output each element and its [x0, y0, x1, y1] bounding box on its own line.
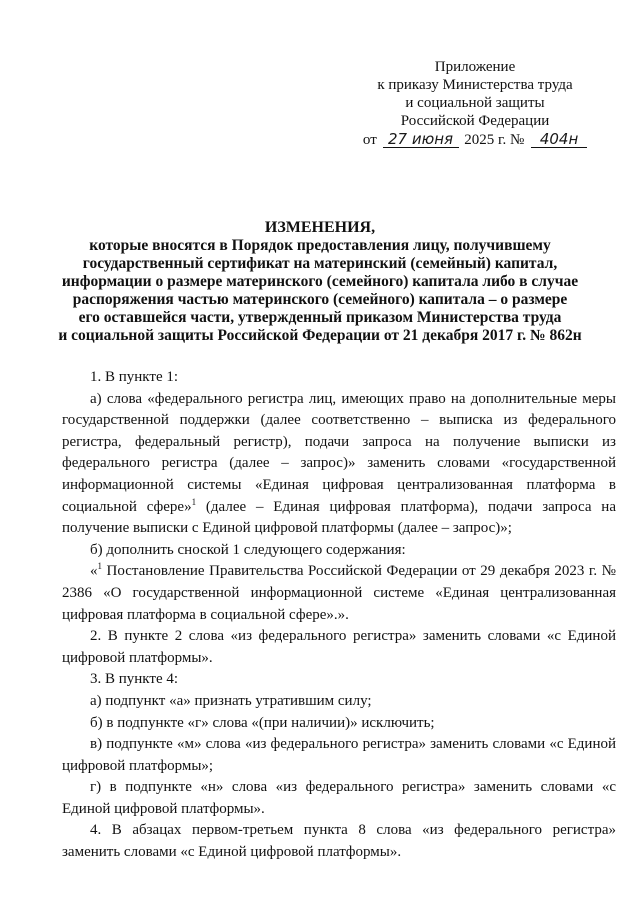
- paragraph-1b: б) дополнить сноской 1 следующего содержания:: [90, 541, 406, 558]
- annex-line: Российской Федерации: [400, 113, 550, 129]
- footnote-ref: 1: [191, 496, 197, 507]
- paragraph-1a-text-cont: (далее – Единая цифровая платформа), подачи запроса на получение выписки с Единой цифровой платформы (далее – запрос)»;: [62, 498, 616, 537]
- from-label: от: [362, 132, 377, 148]
- title-line: распоряжения частью материнского (семейного) капитала – о размере: [72, 291, 568, 308]
- footnote-open-quote: «: [90, 563, 98, 580]
- title-heading: ИЗМЕНЕНИЯ,: [264, 219, 376, 236]
- paragraph-3: 3. В пункте 4:: [90, 671, 179, 688]
- document-body: [62, 367, 616, 864]
- paragraph-3b: б) в подпункте «г» слова «(при наличии)» исключить;: [90, 714, 435, 731]
- footnote-marker: 1: [97, 561, 102, 572]
- paragraph-1a: [62, 389, 616, 540]
- paragraph-2: 2. В пункте 2 слова «из федерального регистра» заменить словами «с Единой цифровой платформы».: [62, 628, 616, 666]
- document-title: [50, 219, 590, 345]
- title-line: которые вносятся в Порядок предоставления лицу, получившему: [89, 237, 551, 254]
- annex-block: [350, 58, 600, 149]
- title-line: информации о размере материнского (семейного) капитала либо в случае: [61, 273, 579, 290]
- paragraph-3a: а) подпункт «а» признать утратившим силу;: [90, 692, 372, 709]
- paragraph-3d: г) в подпункте «н» слова «из федерального регистра» заменить словами «с Единой цифровой платформы».: [62, 779, 616, 817]
- annex-line: и социальной защиты: [405, 95, 545, 111]
- annex-title: Приложение: [434, 59, 516, 75]
- title-line: его оставшейся части, утвержденный приказом Министерства труда: [78, 309, 562, 326]
- title-line: и социальной защиты Российской Федерации от 21 декабря 2017 г. № 862н: [58, 327, 582, 344]
- title-line: государственный сертификат на материнский (семейный) капитал,: [82, 255, 558, 272]
- handwritten-order-number: 404н: [531, 132, 587, 148]
- order-date-line: [350, 131, 600, 149]
- handwritten-date: 27 июня: [383, 132, 459, 148]
- annex-line: к приказу Министерства труда: [377, 77, 573, 93]
- paragraph-1a-text: а) слова «федерального регистра лиц, имеющих право на дополнительные меры государственной поддержки (далее соответственно – выписка из федерального регистра, федеральный регистр), подачи запроса на получение выписки из федерального регистра (далее – запрос)» заменить словами «государственной информационной системы «Единая цифровая централизованная платформа в социальной сфере»: [62, 390, 616, 515]
- footnote-text: [62, 561, 616, 626]
- paragraph-4: 4. В абзацах первом-третьем пункта 8 слова «из федерального регистра» заменить словами «с Единой цифровой платформы».: [62, 822, 616, 861]
- paragraph-1: 1. В пункте 1:: [90, 369, 179, 385]
- paragraph-3c: в) подпункте «м» слова «из федерального регистра» заменить словами «с Единой цифровой платформы»;: [62, 736, 616, 774]
- footnote-content: Постановление Правительства Российской Федерации от 29 декабря 2023 г. № 2386 «О государственной информационной системе «Единая централизованная цифровая платформа в социальной сфере».».: [62, 563, 616, 623]
- year-label: 2025 г. №: [464, 132, 525, 148]
